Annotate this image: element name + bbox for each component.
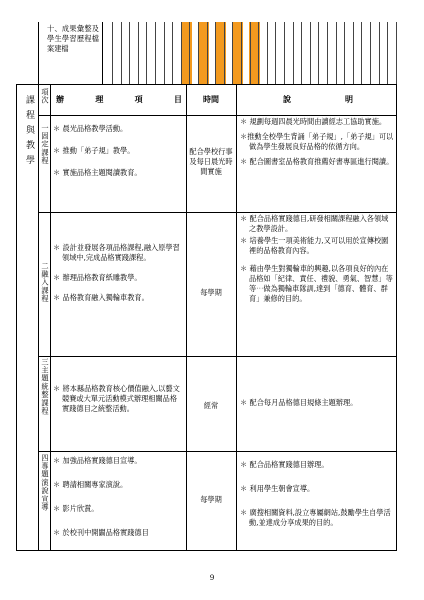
header-time-label: 時間 — [203, 94, 219, 104]
list-item: ＊ 配合品格實踐德目辦理。 — [240, 460, 329, 469]
grid-line — [301, 22, 302, 84]
header-item: 辦 理 項 目 — [56, 94, 182, 104]
list-item: ＊ 藉由學生對獨輪車的興趣,以各項良好的內在品格如「紀律、責任、禮貌、勇氣、智慧」等等⋯做為獨輪車隊訓,達到「德育、體育、群育」兼修的目的。 — [240, 264, 393, 303]
row-3-desc — [240, 398, 394, 408]
row-4-desc — [240, 460, 394, 528]
row-1-seq: 一固定課程 — [41, 124, 50, 165]
row-3-seq: 三主題統整課程 — [41, 358, 50, 416]
grid-line — [215, 22, 216, 84]
grid-line — [155, 22, 156, 84]
grid-line — [267, 22, 268, 84]
grid-line — [232, 22, 233, 84]
grid-line — [275, 22, 276, 84]
table-top-border — [16, 84, 397, 85]
grid-line — [181, 22, 182, 84]
grid-line — [293, 22, 294, 84]
page-number: 9 — [209, 573, 215, 582]
grid-line — [258, 22, 259, 84]
row-2-items — [53, 243, 184, 303]
row-4-seq: 四專題演說宣導 — [41, 454, 50, 512]
row-1-desc — [240, 117, 394, 167]
grid-line — [207, 22, 208, 84]
list-item: ＊ 加強品格實踐德目宣導。 — [53, 456, 142, 465]
section-label: 課程與教學 — [24, 95, 34, 170]
grid-line — [370, 22, 371, 84]
list-item: ＊ 配合圖書室品格教育推薦好書專區進行閱讀。 — [240, 157, 394, 166]
row-3-time: 經常 — [203, 401, 219, 410]
row-2-time: 每學期 — [200, 288, 222, 297]
list-item: ＊ 品格教育融入獨輪車教育。 — [53, 293, 149, 302]
list-item: ＊ 培養學生一項美術能力,又可以用於宣傳校園裡的品格教育內容。 — [240, 236, 389, 255]
grid-line — [344, 22, 345, 84]
top-row-label: 十、成果彙整及學生學習歷程檔案建檔 — [47, 24, 99, 53]
grid-line — [379, 22, 380, 84]
list-item: ＊ 聘請相關專家演說。 — [53, 480, 128, 489]
row-4-items — [53, 456, 184, 538]
grid-line — [327, 22, 328, 84]
list-item: ＊ 實施品格主題閱讀教育。 — [53, 168, 142, 177]
orange-cell-1 — [181, 22, 192, 84]
grid-line — [189, 22, 190, 84]
grid-line — [198, 22, 199, 84]
grid-line — [250, 22, 251, 84]
grid-line — [112, 22, 113, 84]
list-item: ＊ 配合每月品格德目規條主題辦理。 — [240, 398, 358, 407]
list-item: ＊ 於校刊中開闢品格實踐德目 — [53, 528, 149, 537]
list-item: ＊ 將本縣品格教育核心價值融入,以藝文競賽或大單元活動模式辦理相關品格實踐德目之統整活動。 — [53, 384, 180, 413]
grid-line — [241, 22, 242, 84]
row-1-time: 配合學校行事及每日晨光時間實施 — [189, 147, 233, 176]
grid-line — [336, 22, 337, 84]
list-item: ＊ 推動「弟子規」教學。 — [53, 146, 135, 155]
grid-line — [224, 22, 225, 84]
list-item: ＊ 影片欣賞。 — [53, 504, 99, 513]
row-1-items — [53, 124, 184, 178]
row-2-seq: 二融入課程 — [41, 262, 50, 303]
row-2-desc — [240, 214, 394, 304]
grid-line — [129, 22, 130, 84]
grid-line — [164, 22, 165, 84]
list-item: ＊ 辦理品格教育紙雕教學。 — [53, 273, 142, 282]
grid-line — [121, 22, 122, 84]
grid-line — [361, 22, 362, 84]
list-item: ＊推動全校學生背誦「弟子規」,「弟子規」可以做為學生發展良好品格的依循方向。 — [240, 132, 394, 151]
row-3-items — [53, 384, 184, 414]
grid-line — [284, 22, 285, 84]
grid-line — [318, 22, 319, 84]
list-item: ＊ 配合品格實踐德目,研發相關課程融入各領域之教學設計。 — [240, 214, 389, 233]
grid-line — [353, 22, 354, 84]
list-item: ＊ 晨光品格教學活動。 — [53, 124, 128, 133]
list-item: ＊ 設計並發展各項品格課程,融入原學習領域中,完成品格實踐課程。 — [53, 243, 180, 262]
grid-line — [310, 22, 311, 84]
list-item: ＊ 規劃每週四晨光時間由讀經志工協助實施。 — [240, 117, 387, 126]
grid-line — [138, 22, 139, 84]
grid-line — [387, 22, 388, 84]
row-4-time: 每學期 — [200, 495, 222, 504]
list-item: ＊ 利用學生朝會宣導。 — [240, 484, 315, 493]
header-seq: 項次 — [41, 88, 50, 105]
header-desc: 說 明 — [283, 94, 353, 104]
grid-line — [172, 22, 173, 84]
grid-line — [146, 22, 147, 84]
grid-line — [396, 22, 397, 84]
list-item: ＊ 廣搜相關資料,設立專屬網站,鼓勵學生自學活動,並達成分享成果的目的。 — [240, 508, 391, 527]
